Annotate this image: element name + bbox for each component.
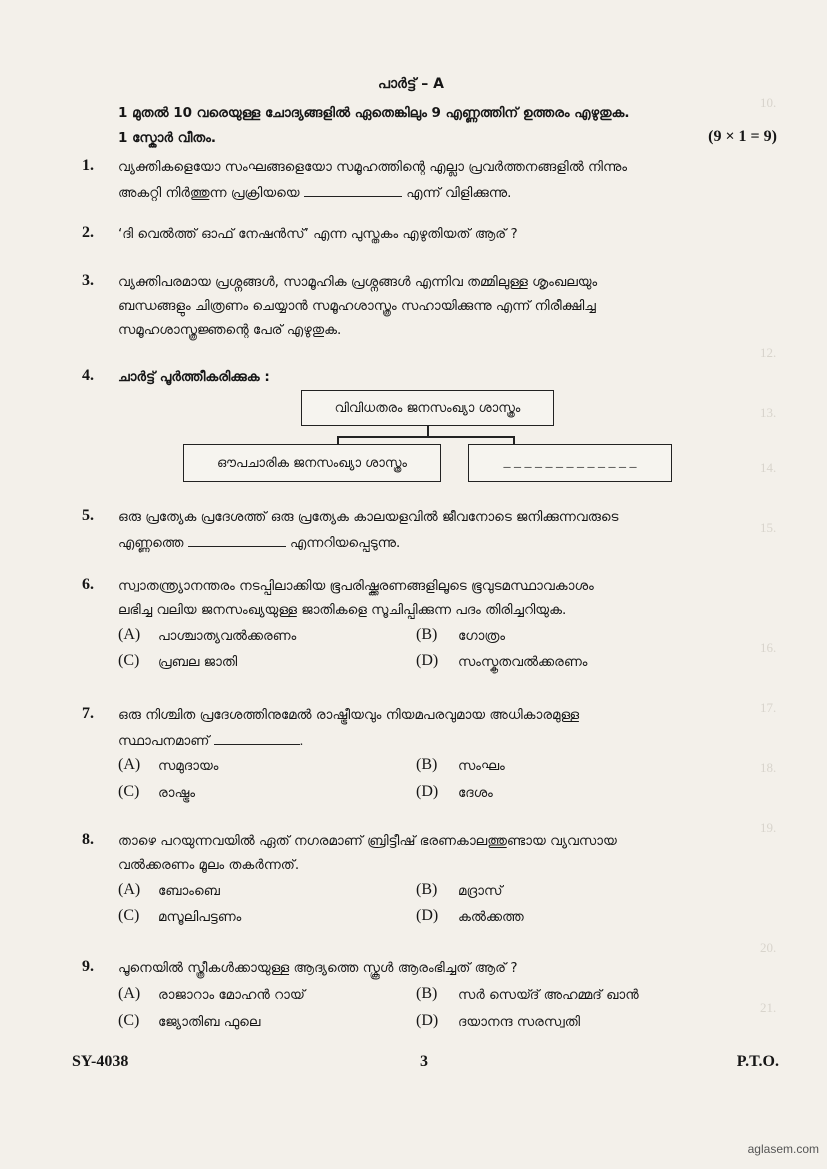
question-number: 2.: [82, 224, 94, 241]
instruction: 1 മുതൽ 10 വരെയുള്ള ചോദ്യങ്ങളിൽ ഏതെങ്കിലും 9 എണ്ണത്തിന് ഉത്തരം എഴുതുക.: [118, 105, 630, 121]
question-text: ഒരു പ്രത്യേക പ്രദേശത്ത് ഒരു പ്രത്യേക കാലയളവിൽ ജീവനോടെ ജനിക്കുന്നവരുടെ: [118, 509, 619, 525]
question-text: ‘ദി വെൽത്ത് ഓഫ് നേഷൻസ്’ എന്ന പുസ്തകം എഴുതിയത് ആര് ?: [118, 226, 518, 242]
question-number: 3.: [82, 272, 94, 289]
question-number: 9.: [82, 958, 94, 975]
question-text: അകറ്റി നിർത്തുന്ന പ്രക്രിയയെ എന്ന് വിളിക്കുന്നു.: [118, 185, 512, 201]
bleed-through-text: 18.: [760, 760, 777, 775]
question-text: എണ്ണത്തെ എന്നറിയപ്പെടുന്നു.: [118, 535, 401, 551]
bleed-through-text: 21.: [760, 1000, 777, 1015]
chart-answer-box[interactable]: _ _ _ _ _ _ _ _ _ _ _ _ _: [468, 444, 672, 482]
score-note: 1 സ്കോർ വീതം.: [118, 130, 217, 146]
option-b[interactable]: (B): [416, 881, 438, 898]
option-a[interactable]: (A): [118, 756, 141, 773]
option-d-text: കൽക്കത്ത: [458, 909, 524, 925]
option-a[interactable]: (A): [118, 881, 141, 898]
question-text: ഒരു നിശ്ചിത പ്രദേശത്തിനുമേൽ രാഷ്ട്രീയവും നിയമപരവുമായ അധികാരമുള്ള: [118, 707, 580, 723]
question-text: സ്ഥാപനമാണ് .: [118, 733, 304, 749]
bleed-through-text: 12.: [760, 345, 777, 360]
option-b[interactable]: (B): [416, 756, 438, 773]
option-b-text: സർ സെയ്ദ് അഹമ്മദ് ഖാൻ: [458, 987, 639, 1003]
bleed-through-text: 16.: [760, 640, 777, 655]
option-b-text: സംഘം: [458, 758, 505, 774]
question-text: ചാർട്ട് പൂർത്തീകരിക്കുക :: [118, 369, 270, 385]
question-number: 7.: [82, 705, 94, 722]
option-c[interactable]: (C): [118, 907, 140, 924]
bleed-through-text: 10.: [760, 95, 777, 110]
question-text: വൽക്കരണം മൂലം തകർന്നത്.: [118, 857, 300, 873]
option-c[interactable]: (C): [118, 652, 140, 669]
answer-blank: [304, 184, 402, 197]
option-d[interactable]: (D): [416, 783, 439, 800]
bleed-through-text: 20.: [760, 940, 777, 955]
option-c-text: ജ്യോതിബ ഫുലെ: [158, 1014, 261, 1030]
bleed-through-text: 15.: [760, 520, 777, 535]
page-number: 3: [420, 1053, 428, 1070]
answer-blank: [188, 534, 286, 547]
question-text: സമൂഹശാസ്ത്രജ്ഞന്റെ പേര് എഴുതുക.: [118, 322, 342, 338]
option-d[interactable]: (D): [416, 652, 439, 669]
option-a-text: സമുദായം: [158, 758, 219, 774]
question-number: 6.: [82, 576, 94, 593]
option-a-text: പാശ്ചാത്യവൽക്കരണം: [158, 628, 297, 644]
marks-label: (9 × 1 = 9): [708, 128, 777, 145]
question-text: പൂനെയിൽ സ്ത്രീകൾക്കായുള്ള ആദ്യത്തെ സ്കൂൾ ആരംഭിച്ചത് ആര് ?: [118, 960, 518, 976]
option-b[interactable]: (B): [416, 985, 438, 1002]
option-c-text: രാഷ്ട്രം: [158, 785, 195, 801]
question-text: സ്വാതന്ത്ര്യാനന്തരം നടപ്പിലാക്കിയ ഭൂപരിഷ്ക്കരണങ്ങളിലൂടെ ഭൂവുടമസ്ഥാവകാശം: [118, 578, 594, 594]
option-c-text: മസൂലിപട്ടണം: [158, 909, 242, 925]
option-d-text: ദേശം: [458, 785, 493, 801]
question-number: 4.: [82, 367, 94, 384]
option-a-text: ബോംബെ: [158, 883, 220, 899]
bleed-through-text: 19.: [760, 820, 777, 835]
question-text: ലഭിച്ച വലിയ ജനസംഖ്യയുള്ള ജാതികളെ സൂചിപ്പിക്കുന്ന പദം തിരിച്ചറിയുക.: [118, 602, 567, 618]
question-text: താഴെ പറയുന്നവയിൽ ഏത് നഗരമാണ് ബ്രിട്ടീഷ് ഭരണകാലത്തുണ്ടായ വ്യവസായ: [118, 833, 617, 849]
pto-label: P.T.O.: [736, 1053, 779, 1070]
option-b-text: മദ്രാസ്: [458, 883, 503, 899]
option-d-text: സംസ്കൃതവൽക്കരണം: [458, 654, 588, 670]
chart-top-box: വിവിധതരം ജനസംഖ്യാ ശാസ്ത്രം: [301, 390, 554, 426]
part-title: പാർട്ട് – A: [378, 76, 444, 92]
option-c[interactable]: (C): [118, 783, 140, 800]
bleed-through-text: 13.: [760, 405, 777, 420]
option-c-text: പ്രബല ജാതി: [158, 654, 238, 670]
chart-left-box: ഔപചാരിക ജനസംഖ്യാ ശാസ്ത്രം: [183, 444, 441, 482]
question-text: ബന്ധങ്ങളും ചിത്രണം ചെയ്യാൻ സമൂഹശാസ്ത്രം സഹായിക്കുന്നു എന്ന് നിരീക്ഷിച്ച: [118, 298, 596, 314]
option-a-text: രാജാറാം മോഹൻ റായ്: [158, 987, 305, 1003]
option-c[interactable]: (C): [118, 1012, 140, 1029]
option-d[interactable]: (D): [416, 1012, 439, 1029]
bleed-through-text: 14.: [760, 460, 777, 475]
question-text: വ്യക്തികളെയോ സംഘങ്ങളെയോ സമൂഹത്തിന്റെ എല്ലാ പ്രവർത്തനങ്ങളിൽ നിന്നും: [118, 159, 628, 175]
option-d[interactable]: (D): [416, 907, 439, 924]
option-a[interactable]: (A): [118, 626, 141, 643]
chart-connector: [337, 436, 514, 438]
question-text: വ്യക്തിപരമായ പ്രശ്നങ്ങൾ, സാമൂഹിക പ്രശ്നങ്ങൾ എന്നിവ തമ്മിലുള്ള ശൃംഖലയും: [118, 274, 598, 290]
watermark: aglasem.com: [747, 1142, 819, 1156]
paper-code: SY-4038: [72, 1053, 129, 1070]
question-number: 1.: [82, 157, 94, 174]
option-b[interactable]: (B): [416, 626, 438, 643]
bleed-through-text: 17.: [760, 700, 777, 715]
question-number: 5.: [82, 507, 94, 524]
option-b-text: ഗോത്രം: [458, 628, 505, 644]
option-a[interactable]: (A): [118, 985, 141, 1002]
question-number: 8.: [82, 831, 94, 848]
chart-connector: [427, 426, 429, 436]
answer-blank: [214, 732, 300, 745]
option-d-text: ദയാനന്ദ സരസ്വതി: [458, 1014, 580, 1030]
